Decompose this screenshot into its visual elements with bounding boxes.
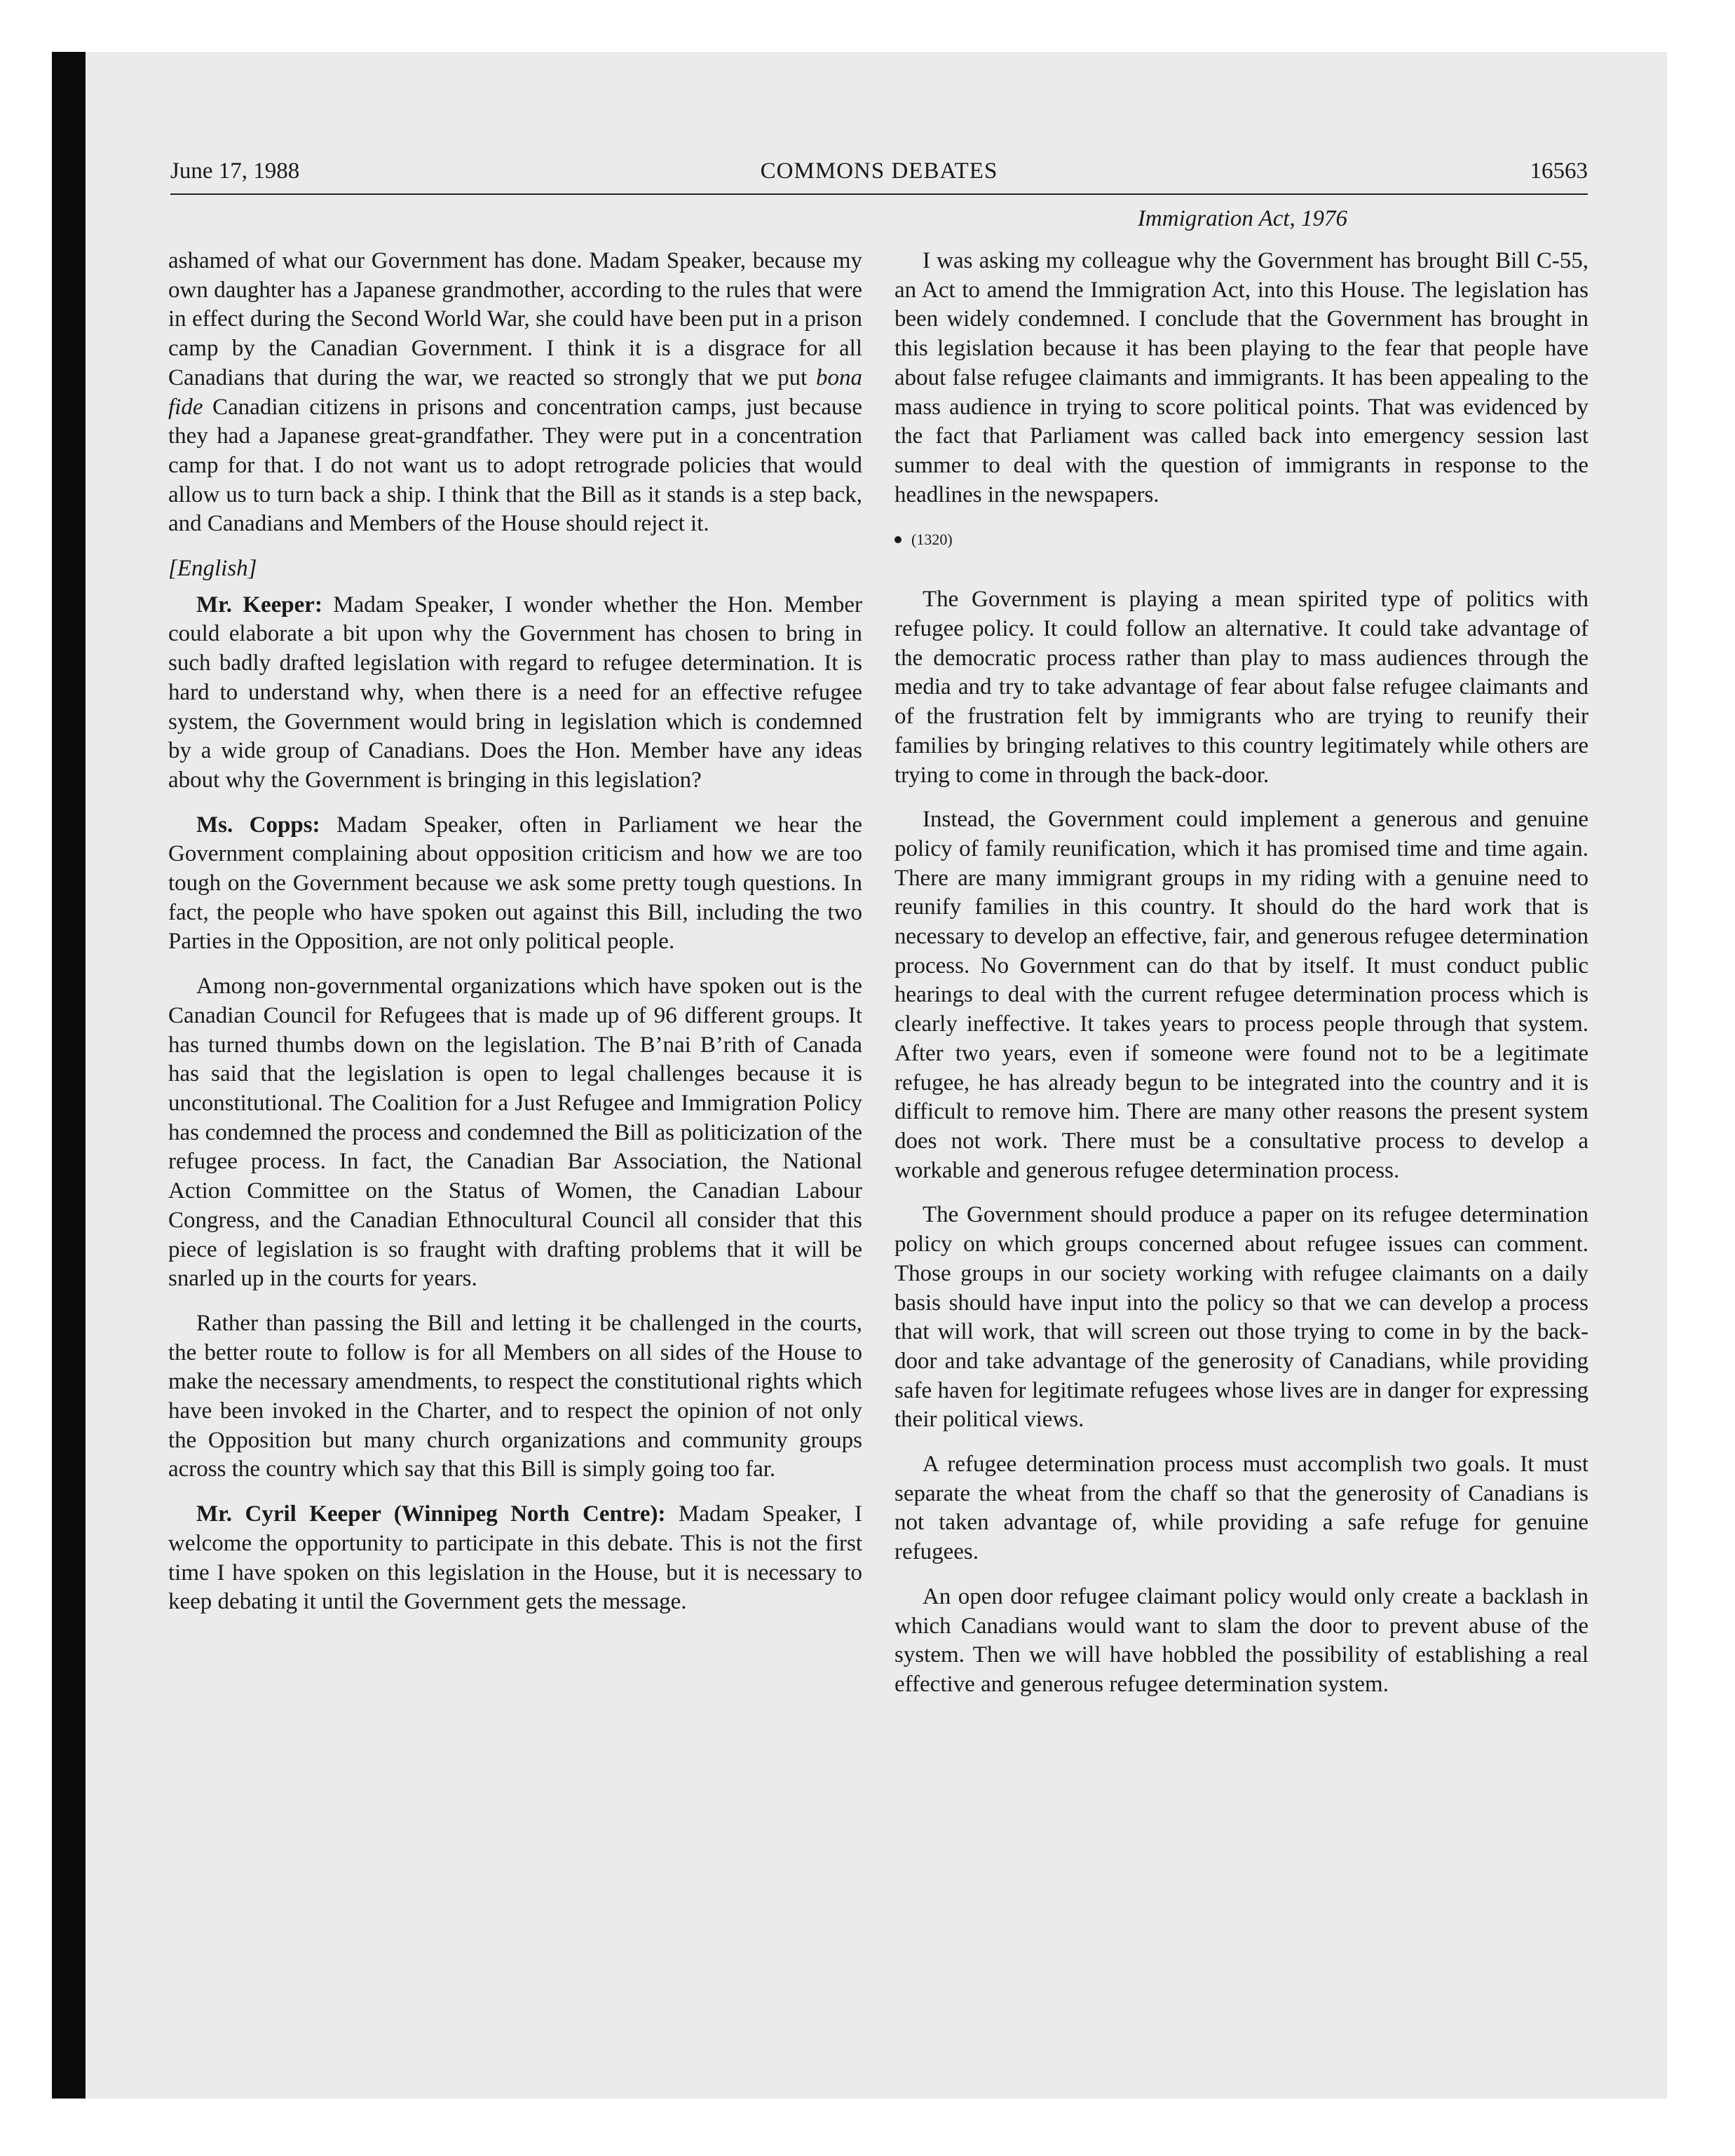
paragraph: I was asking my colleague why the Government has brought Bill C-55, an Act to amend the Immigration Act, into this House. The legislation has been widely condemned. I conclude that the Government has brought in this legislation because it has been playing to the fear that people have about false refugee claimants and immigrants. It has been appealing to the mass audience in trying to score political points. That was evidenced by the fact that Parliament was called back into emergency session last summer to deal with the question of immigrants in response to the headlines in the newspapers. xyxy=(894,248,1588,507)
paragraph: Rather than passing the Bill and letting it be challenged in the courts, the better route to follow is for all Members on all sides of the House to make the necessary amendments, to respect the constitutional rights which have been invoked in the Charter, and to respect the opinion of not only the Opposition but many church organizations and community groups across the country which say that this Bill is simply going too far. xyxy=(168,1310,862,1482)
paragraph: The Government is playing a mean spirited type of politics with refugee policy. It could follow an alternative. It could take advantage of the democratic process rather than play to mass audiences through the media and try to take advantage of fear about false refugee claimants and of the frustration felt by immigrants who are trying to reunify their families by bringing relatives to this country legitimately while others are trying to come in through the back-door. xyxy=(894,587,1588,788)
paragraph: Mr. Keeper: Madam Speaker, I wonder whether the Hon. Member could elaborate a bit upon why the Government has chosen to bring in such badly drafted legislation with regard to refugee determination. It is hard to understand why, when there is a need for an effective refugee system, the Government would bring in legislation which is condemned by a wide group of Canadians. Does the Hon. Member have any ideas about why the Government is bringing in this legislation? xyxy=(168,592,862,793)
paragraph: Instead, the Government could implement a generous and genuine policy of family reunification, which it has promised time and time again. There are many immigrant groups in my riding with a genuine need to reunify families in this country. It should do the hard work that is necessary to develop an effective, fair, and generous refugee determination process. No Government can do that by itself. It must conduct public hearings to deal with the current refugee determination process which is clearly ineffective. It takes years to process people through that system. After two years, even if someone were found not to be a legitimate refugee, he has already begun to be integrated into the country and it is difficult to remove him. There are many other reasons the present system does not work. There must be a consultative process to develop a workable and generous refugee determination process. xyxy=(894,807,1588,1183)
paragraph: ashamed of what our Government has done. Madam Speaker, because my own daughter has a Japanese grandmother, according to the rules that were in effect during the Second World War, she could have been put in a prison camp by the Canadian Government. I think it is a disgrace for all Canadians that during the war, we reacted so strongly that we put bona fide Canadian citizens in prisons and concentration camps, just because they had a Japanese great-grandfather. They were put in a concentration camp for that. I do not want us to adopt retrograde policies that would allow us to turn back a ship. I think that the Bill as it stands is a step back, and Canadians and Members of the House should reject it. xyxy=(168,248,862,537)
paragraph: Ms. Copps: Madam Speaker, often in Parliament we hear the Government complaining about opposition criticism and how we are too tough on the Government because we ask some pretty tough questions. In fact, the people who have spoken out against this Bill, including the two Parties in the Opposition, are not only political people. xyxy=(168,812,863,955)
paragraph: A refugee determination process must accomplish two goals. It must separate the wheat from the chaff so that the generosity of Canadians is not taken advantage of, while providing a safe refuge for genuine refugees. xyxy=(894,1452,1588,1565)
paragraph: The Government should produce a paper on its refugee determination policy on which groups concerned about refugee issues can comment. Those groups in our society working with refugee claimants on a daily basis should have input into the policy so that we can develop a process that will work, that will screen out those trying to come in by the back-door and take advantage of the generosity of Canadians, while providing safe haven for legitimate refugees whose lives are in danger for expressing their political views. xyxy=(894,1202,1588,1433)
time-marker-label: (1320) xyxy=(911,531,953,549)
running-title: Immigration Act, 1976 xyxy=(1137,206,1348,231)
left-column xyxy=(168,247,862,1617)
binding-edge xyxy=(52,52,86,2099)
header-page-number: 16563 xyxy=(1530,158,1588,184)
paragraph: Among non-governmental organizations which have spoken out is the Canadian Council for Refugees that is made up of 96 different groups. It has turned thumbs down on the legislation. The B’nai B’rith of Canada has said that the legislation is open to legal challenges because it is unconstitutional. The Coalition for a Just Refugee and Immigration Policy has condemned the process and condemned the Bill as politicization of the refugee process. In fact, the Canadian Bar Association, the National Action Committee on the Status of Women, the Canadian Labour Congress, and the Canadian Ethnocultural Council all consider that this piece of legislation is so fraught with drafting problems that it will be snarled up in the courts for years. xyxy=(168,974,862,1292)
language-tag: [English] xyxy=(168,556,257,582)
paragraph: An open door refugee claimant policy would only create a backlash in which Canadians would want to slam the door to prevent abuse of the system. Then we will have hobbled the possibility of establishing a real effective and generous refugee determination system. xyxy=(894,1583,1588,1697)
bullet-icon xyxy=(894,536,901,543)
right-column xyxy=(894,247,1588,1700)
page-header xyxy=(170,157,1588,195)
speaker-name: Mr. Cyril Keeper (Winnipeg North Centre): xyxy=(196,1501,666,1527)
header-date: June 17, 1988 xyxy=(170,158,300,184)
italic-phrase: bona fide xyxy=(168,364,862,420)
speaker-name: Ms. Copps: xyxy=(196,812,320,838)
paragraph: Mr. Cyril Keeper (Winnipeg North Centre): Madam Speaker, I welcome the opportunity to participate in this debate. This is not the first time I have spoken on this legislation in the House, but it is necessary to keep debating it until the Government gets the message. xyxy=(168,1501,862,1615)
time-marker xyxy=(894,529,1588,550)
speaker-name: Mr. Keeper: xyxy=(196,592,322,618)
header-publication: COMMONS DEBATES xyxy=(760,158,998,184)
